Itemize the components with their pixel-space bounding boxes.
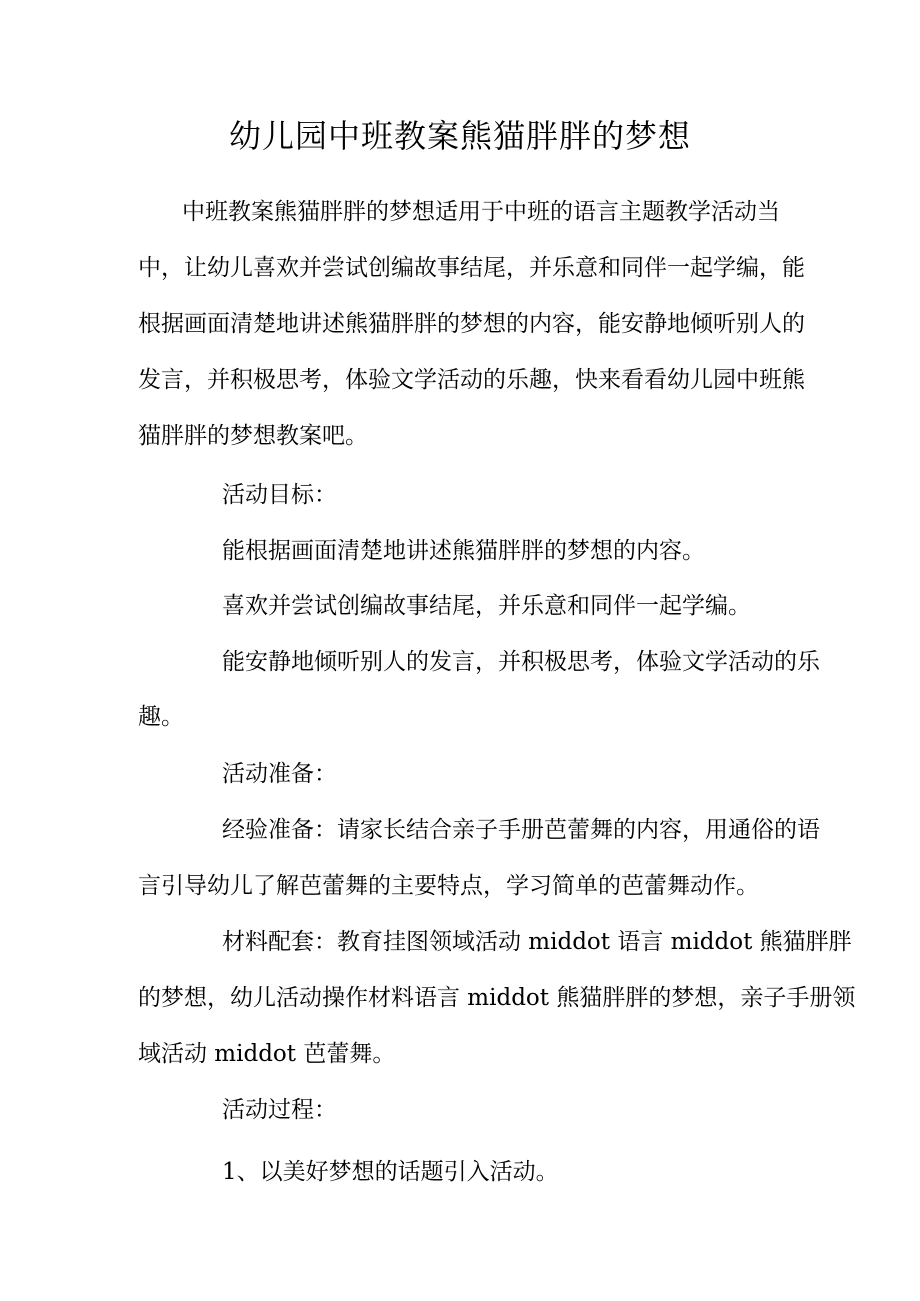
- goal-3-line-1: 能安静地倾听别人的发言，并积极思考，体验文学活动的乐: [222, 649, 820, 675]
- goal-3-line-2: 趣。: [138, 704, 184, 730]
- experience-prep-line-1: 经验准备：请家长结合亲子手册芭蕾舞的内容，用通俗的语: [222, 817, 820, 843]
- intro-line-2: 中，让幼儿喜欢并尝试创编故事结尾，并乐意和同伴一起学编，能: [138, 255, 805, 281]
- process-heading: 活动过程：: [222, 1097, 337, 1123]
- document-title: 幼儿园中班教案熊猫胖胖的梦想: [228, 117, 691, 155]
- materials-line-3: 域活动 middot 芭蕾舞。: [138, 1041, 396, 1067]
- goal-2: 喜欢并尝试创编故事结尾，并乐意和同伴一起学编。: [222, 593, 751, 619]
- prep-heading: 活动准备：: [222, 761, 337, 787]
- intro-line-3: 根据画面清楚地讲述熊猫胖胖的梦想的内容，能安静地倾听别人的: [138, 311, 805, 337]
- materials-line-1: 材料配套：教育挂图领域活动 middot 语言 middot 熊猫胖胖: [222, 929, 852, 955]
- goals-heading: 活动目标：: [222, 482, 337, 508]
- goal-1: 能根据画面清楚地讲述熊猫胖胖的梦想的内容。: [222, 538, 705, 564]
- intro-line-5: 猫胖胖的梦想教案吧。: [138, 423, 368, 449]
- intro-line-4: 发言，并积极思考，体验文学活动的乐趣，快来看看幼儿园中班熊: [138, 367, 805, 393]
- materials-line-2: 的梦想，幼儿活动操作材料语言 middot 熊猫胖胖的梦想，亲子手册领: [138, 985, 856, 1011]
- experience-prep-line-2: 言引导幼儿了解芭蕾舞的主要特点，学习简单的芭蕾舞动作。: [138, 873, 759, 899]
- process-step-1: 1、以美好梦想的话题引入活动。: [222, 1159, 559, 1185]
- intro-line-1: 中班教案熊猫胖胖的梦想适用于中班的语言主题教学活动当: [182, 199, 780, 225]
